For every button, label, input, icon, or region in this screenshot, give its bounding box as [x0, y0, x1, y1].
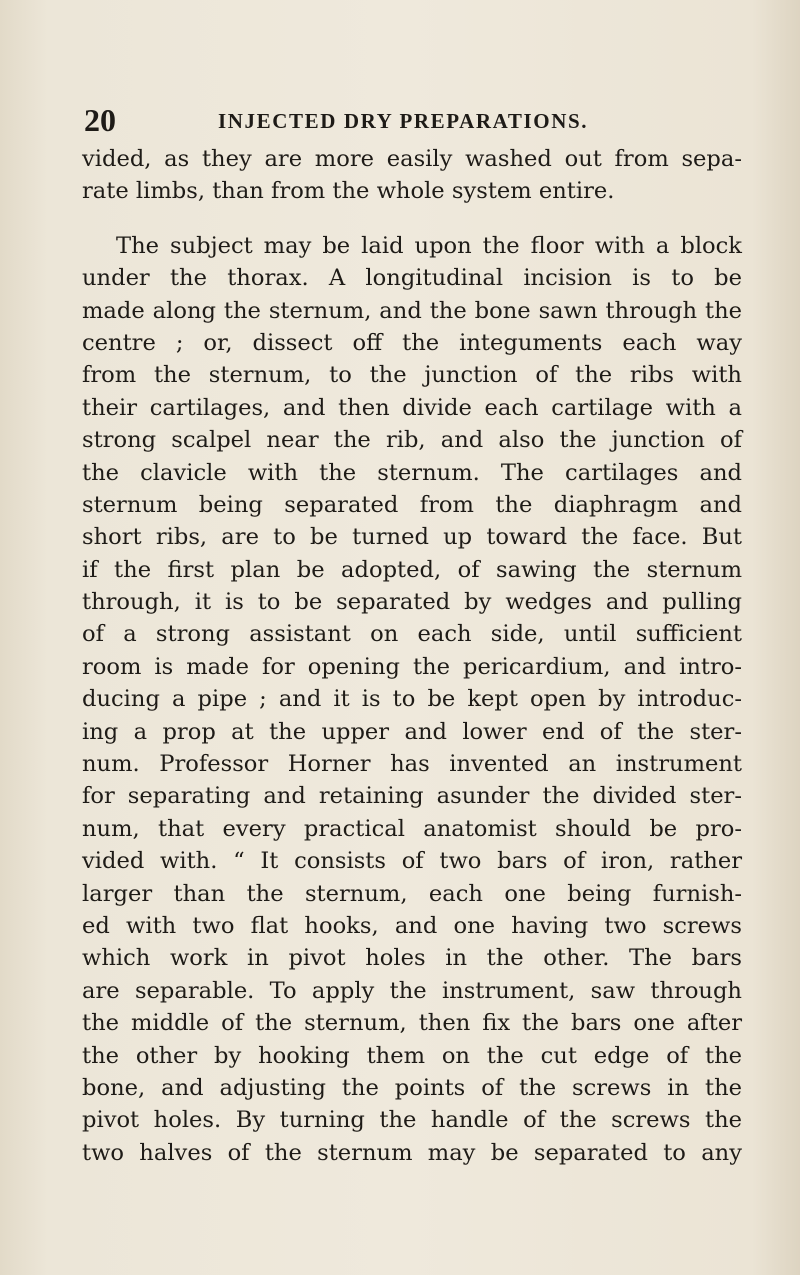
text-line: pivot holes. By turning the handle of the screws the [82, 1107, 742, 1134]
running-head: INJECTED DRY PREPARATIONS. [218, 109, 589, 133]
text-line: for separating and retaining asunder the divided ster- [82, 783, 742, 810]
text-line: num, that every practical anatomist should be pro- [82, 815, 742, 842]
text-line: which work in pivot holes in the other. The bars [82, 945, 742, 972]
text-line: the other by hooking them on the cut edge of the [82, 1042, 742, 1069]
text-line: are separable. To apply the instrument, saw through [82, 977, 742, 1004]
text-line: made along the sternum, and the bone sawn through the [82, 297, 742, 324]
text-line: the clavicle with the sternum. The cartilages and [82, 459, 742, 486]
paragraph-gap [82, 208, 742, 230]
text-line: their cartilages, and then divide each cartilage with a [82, 394, 742, 421]
text-line: the middle of the sternum, then fix the bars one after [82, 1010, 742, 1037]
text-line: of a strong assistant on each side, until sufficient [82, 621, 742, 648]
text-line: strong scalpel near the rib, and also the junction of [82, 427, 742, 454]
text-line: rate limbs, than from the whole system entire. [82, 178, 615, 205]
text-line: if the first plan be adopted, of sawing the sternum [82, 556, 742, 583]
text-line: vided, as they are more easily washed out from sepa- [82, 146, 742, 172]
text-line: two halves of the sternum may be separated to any [82, 1139, 742, 1166]
text-line: from the sternum, to the junction of the ribs with [82, 362, 742, 389]
page-header [84, 98, 744, 138]
text-line: ing a prop at the upper and lower end of the ster- [82, 718, 742, 745]
page-number: 20 [84, 102, 116, 138]
text-line: short ribs, are to be turned up toward the face. But [82, 524, 742, 551]
text-line: num. Professor Horner has invented an instrument [82, 751, 742, 778]
text-line: vided with. “ It consists of two bars of iron, rather [82, 848, 742, 875]
text-line: sternum being separated from the diaphragm and [82, 491, 742, 518]
text-line: under the thorax. A longitudinal incision is to be [82, 265, 742, 292]
text-line: bone, and adjusting the points of the screws in the [82, 1074, 742, 1101]
text-line: centre ; or, dissect off the integuments each way [82, 329, 742, 356]
text-line: through, it is to be separated by wedges and pulling [82, 589, 742, 616]
text-line: The subject may be laid upon the floor with a block [116, 232, 742, 259]
text-line: ducing a pipe ; and it is to be kept open by introduc- [82, 686, 742, 713]
text-line: ed with two flat hooks, and one having two screws [82, 912, 742, 939]
body-text [82, 143, 742, 1169]
text-line: room is made for opening the pericardium, and intro- [82, 653, 742, 680]
text-line: larger than the sternum, each one being furnish- [82, 880, 742, 907]
